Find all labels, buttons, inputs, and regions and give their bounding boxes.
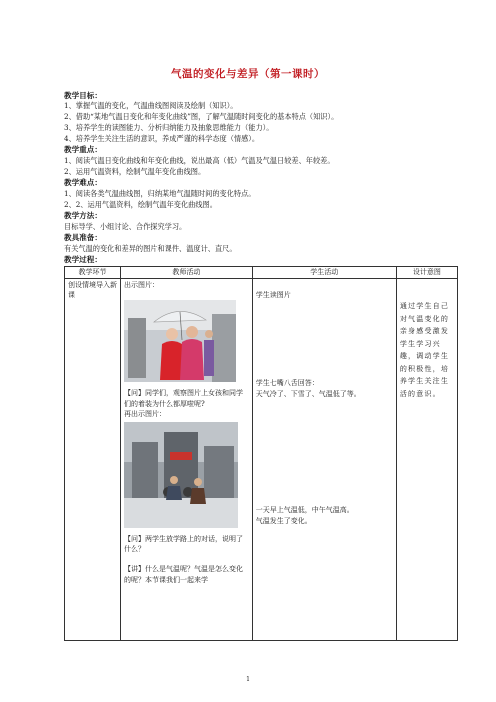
table-row [65,279,458,641]
table-header-intent: 设计意图 [396,267,457,279]
student-activity-5: 气温发生了变化。 [255,516,312,525]
method-heading: 教学方法： [64,211,102,220]
student-activity-1: 学生读图片 [255,291,291,299]
preparation-heading: 教具准备： [64,233,102,242]
preparation-text: 有关气温的变化和差异的图片和课件、温度计、直尺。 [64,244,237,253]
difficulty-item: 1、阅读各类气温曲线图，归纳某地气温随时间的变化特点。 [64,189,256,198]
process-heading: 教学过程： [64,255,102,264]
student-activity-cell [252,279,396,641]
page-title: 气温的变化与差异（第一课时） [171,68,325,80]
difficulty-heading: 教学难点： [64,178,102,187]
page-number: 1 [246,676,250,683]
teacher-question-1: 【问】同学们，观察图片上女孩和同学们的着装为什么都厚啦呢? [124,389,244,408]
student-activity-2: 学生七嘴八舌回答： [255,379,319,388]
stage-cell: 创设情境导入新课 [65,279,121,641]
girls-winter-photo [124,300,236,382]
key-point-item: 2、运用气温资料，绘制气温年变化曲线图。 [64,167,206,176]
process-table [64,266,458,641]
student-activity-3: 天气冷了、下雪了、气温低了等。 [255,389,361,398]
teacher-activity-cell [121,279,253,641]
student-activity-4: 一天早上气温低，中午气温高。 [255,506,354,515]
key-points-heading: 教学重点： [64,145,102,154]
students-snow-photo [124,422,238,528]
table-header-row [65,267,458,279]
goal-item: 4、培养学生关注生活的意识，养成严谨的科学态度（情感）。 [64,134,260,143]
goal-item: 2、借助“某地气温日变化和年变化曲线”图，了解气温随时间变化的基本特点（知识）。 [64,112,339,121]
teacher-question-2: 【问】两学生放学路上的对话，说明了什么？ [124,534,244,554]
goal-item: 3、培养学生的读图能力、分析归纳能力及抽象思维能力（能力）。 [64,123,274,132]
goals-heading: 教学目标： [64,91,102,100]
table-header-student: 学生活动 [252,267,396,279]
key-point-item: 1、阅读气温日变化曲线和年变化曲线，说出最高（低）气温及气温日较差、年较差。 [64,156,335,165]
method-text: 目标导学、小组讨论、合作探究学习。 [64,222,187,231]
goal-item: 1、掌握气温的变化，气温曲线图阅读及绘制（知识）。 [64,101,238,110]
teacher-talk: 【讲】什么是气温呢？气温是怎么变化的呢？本节课我们一起来学 [124,565,244,584]
design-intent-cell [396,279,457,641]
table-header-teacher: 教师活动 [121,267,253,279]
difficulty-item: 2、2、运用气温资料，绘制气温年变化曲线图。 [64,200,217,209]
teacher-show-2: 再出示图片： [124,410,167,419]
design-intent-text: 通过学生自己对气温变化的亲身感受激发学生学习兴趣，调动学生的积极性，培养学生关注生活的意识。 [399,302,450,398]
table-header-stage: 教学环节 [65,267,121,279]
teacher-show-1: 出示图片： [124,281,160,289]
